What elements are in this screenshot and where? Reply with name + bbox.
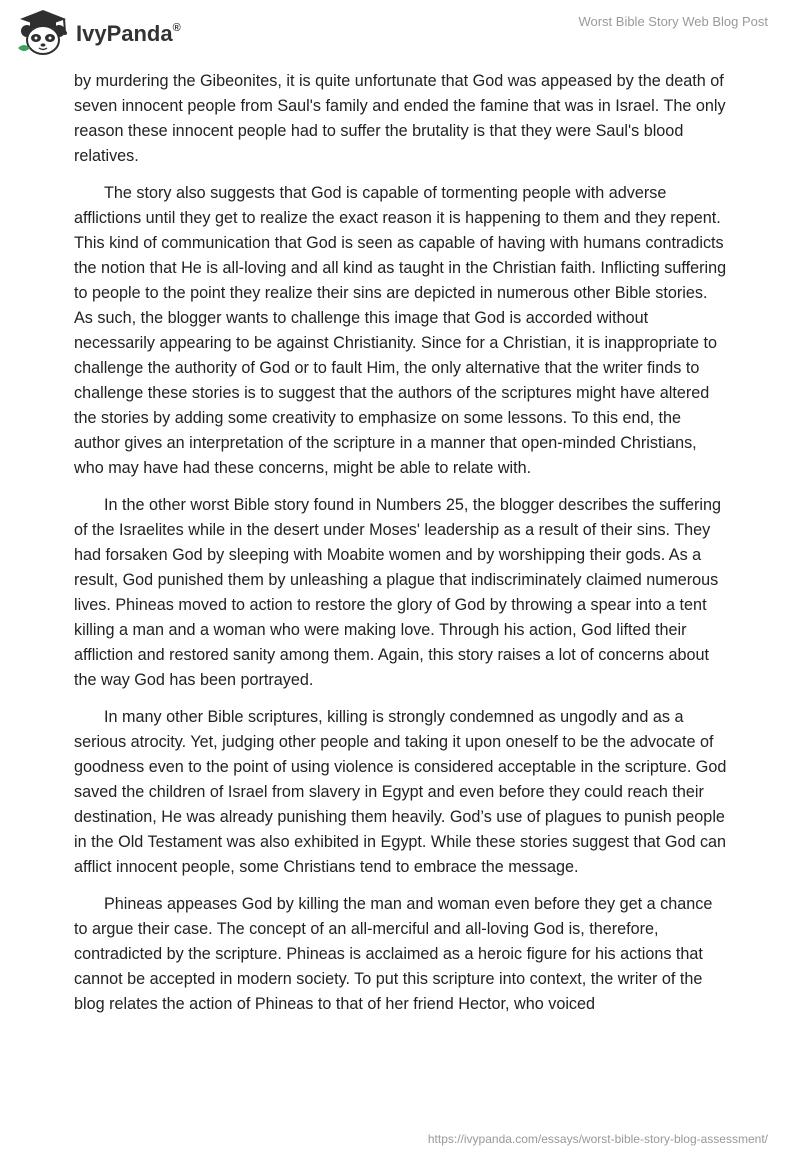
source-url-link[interactable]: https://ivypanda.com/essays/worst-bible-story-blog-assessment/: [427, 1132, 768, 1146]
page-header: [0, 0, 800, 60]
paragraph: The story also suggests that God is capable of tormenting people with adverse afflictions until they get to realize the exact reason it is happening to them and they repent. This kind of communication that God is seen as capable of having with humans contradicts the notion that He is all-loving and all kind as taught in the Christian faith. Inflicting suffering to people to the point they realize their sins are depicted in numerous other Bible stories. As such, the blogger wants to challenge this image that God is accorded without necessarily appearing to be against Christianity. Since for a Christian, it is inappropriate to challenge the authority of God or to fault Him, the only alternative that the writer finds to challenge these stories is to suggest that the authors of the scriptures might have altered the stories by adding some creativity to emphasize on some lessons. To this end, the author gives an interpretation of the scripture in a manner that open-minded Christians, who may have had these concerns, might be able to relate with.: [74, 184, 727, 477]
paragraph: In many other Bible scriptures, killing is strongly condemned as ungodly and as a serious atrocity. Yet, judging other people and taking it upon oneself to be the advocate of goodness even to the point of using violence is considered acceptable in the scripture. God saved the children of Israel from slavery in Egypt and even before they could reach their destination, He was already punishing them heavily. God’s use of plagues to punish people in the Old Testament was also exhibited in Egypt. While these stories suggest that God can afflict innocent people, some Christians tend to embrace the message.: [74, 708, 727, 876]
ivypanda-logo[interactable]: [14, 8, 181, 56]
paragraph: by murdering the Gibeonites, it is quite unfortunate that God was appeased by the death of seven innocent people from Saul's family and ended the famine that was in Israel. The only reason these innocent people had to suffer the brutality is that they were Saul's blood relatives.: [74, 72, 726, 165]
logo-text: IvyPanda®: [76, 21, 181, 46]
essay-body: [74, 69, 728, 1029]
paragraph: In the other worst Bible story found in Numbers 25, the blogger describes the suffering of the Israelites while in the desert under Moses' leadership as a result of their sins. They had forsaken God by sleeping with Moabite women and by worshipping their gods. As a result, God punished them by unleashing a plague that indiscriminately claimed numerous lives. Phineas moved to action to restore the glory of God by throwing a spear into a tent killing a man and a woman who were making love. Through his action, God lifted their affliction and restored sanity among them. Again, this story raises a lot of concerns about the way God has been portrayed.: [74, 496, 721, 689]
document-title: Worst Bible Story Web Blog Post: [578, 14, 768, 29]
panda-graduate-icon: [14, 8, 72, 56]
paragraph: Phineas appeases God by killing the man and woman even before they get a chance to argue their case. The concept of an all-merciful and all-loving God is, therefore, contradicted by the scripture. Phineas is acclaimed as a heroic figure for his actions that cannot be accepted in modern society. To put this scripture into context, the writer of the blog relates the action of Phineas to that of her friend Hector, who voiced: [74, 895, 713, 1013]
